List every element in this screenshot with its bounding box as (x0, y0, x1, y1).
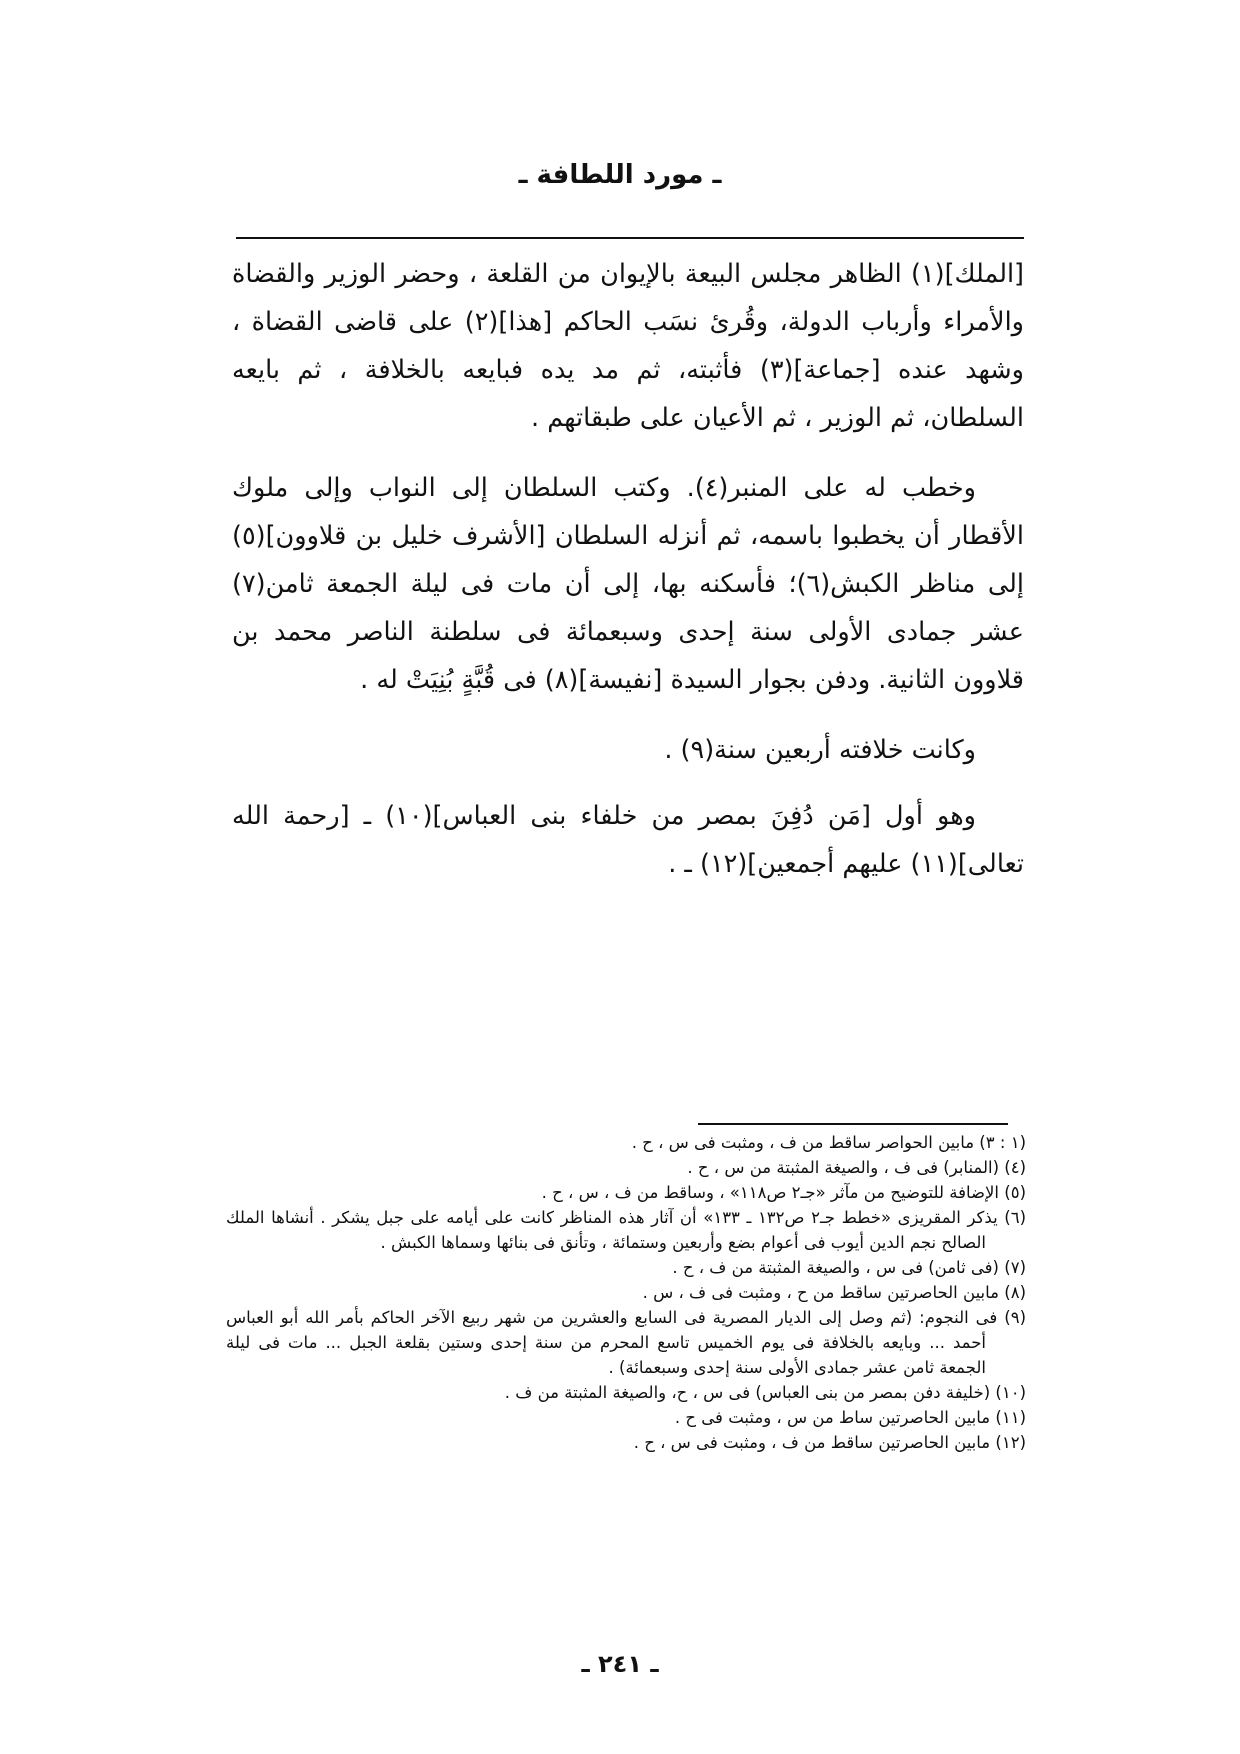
page-number: ـ ٢٤١ ـ (581, 1650, 659, 1678)
footnote-item: (١ : ٣) مابين الحواصر ساقط من ف ، ومثبت فى س ، ح . (631, 1133, 1026, 1152)
footnote-item: (١١) مابين الحاصرتين ساط من س ، ومثبت فى ح . (674, 1408, 1026, 1427)
footnote-item: (٤) (المنابر) فى ف ، والصيغة المثبتة من س ، ح . (687, 1158, 1026, 1177)
footnote-item: (١٠) (خليفة دفن بمصر من بنى العباس) فى س ، ح، والصيغة المثبتة من ف . (504, 1383, 1026, 1402)
body-paragraph: وكانت خلافته أربعين سنة(٩) . (664, 735, 976, 765)
footnote-item: (٨) مابين الحاصرتين ساقط من ح ، ومثبت فى ف ، س . (642, 1283, 1026, 1302)
footnote-item: (٩) فى النجوم: (ثم وصل إلى الديار المصرية فى السابع والعشرين من شهر ربيع الآخر الحاكم بأمر الله أبو العباس أحمد ... وبايعه بالخلافة فى يوم الخميس تاسع المحرم من سنة إحدى وستين بقلعة الجبل ... مات فى ليلة الجمعة ثامن عشر جمادى الأولى سنة إحدى وسبعمائة) . (226, 1308, 1026, 1377)
footnote-item: (٦) يذكر المقريزى «خطط جـ٢ ص١٣٢ ـ ١٣٣» أن آثار هذه المناظر كانت على أيامه على جبل يشكر . أنشاها الملك الصالح نجم الدين أيوب فى أعوام بضع وأربعين وستمائة ، وتأنق فى بنائها وسماها الكبش . (226, 1208, 1027, 1252)
body-paragraph: [الملك](١) الظاهر مجلس البيعة بالإيوان من القلعة ، وحضر الوزير والقضاة والأمراء وأرباب الدولة، وقُرئ نسَب الحاكم [هذا](٢) على قاضى القضاة ، وشهد عنده [جماعة](٣) فأثبته، ثم مد يده فبايعه بالخلافة ، ثم بايعه السلطان، ثم الوزير ، ثم الأعيان على طبقاتهم . (232, 259, 1024, 433)
footnote-divider (698, 1123, 1008, 1125)
footnote-item: (١٢) مابين الحاصرتين ساقط من ف ، ومثبت فى س ، ح . (633, 1433, 1026, 1452)
footnote-item: (٥) الإضافة للتوضيح من مآثر «جـ٢ ص١١٨» ، وساقط من ف ، س ، ح . (541, 1183, 1026, 1202)
running-header-title: ـ مورد اللطافة ـ (518, 160, 722, 190)
body-paragraph: وخطب له على المنبر(٤). وكتب السلطان إلى النواب وإلى ملوك الأقطار أن يخطبوا باسمه، ثم أنزله السلطان [الأشرف خليل بن قلاوون](٥) إلى مناظر الكبش(٦)؛ فأسكنه بها، إلى أن مات فى ليلة الجمعة ثامن(٧) عشر جمادى الأولى سنة إحدى وسبعمائة فى سلطنة الناصر محمد بن قلاوون الثانية. ودفن بجوار السيدة [نفيسة](٨) فى قُبَّةٍ بُنِيَتْ له . (232, 473, 1024, 695)
header-divider (236, 237, 1024, 239)
main-text-block (232, 250, 1024, 910)
body-paragraph: وهو أول [مَن دُفِنَ بمصر من خلفاء بنى العباس](١٠) ـ [رحمة الله تعالى](١١) عليهم أجمعين](١٢) ـ . (232, 801, 1024, 879)
footnote-item: (٧) (فى ثامن) فى س ، والصيغة المثبتة من ف ، ح . (672, 1258, 1026, 1277)
footnotes-block (226, 1130, 1026, 1455)
